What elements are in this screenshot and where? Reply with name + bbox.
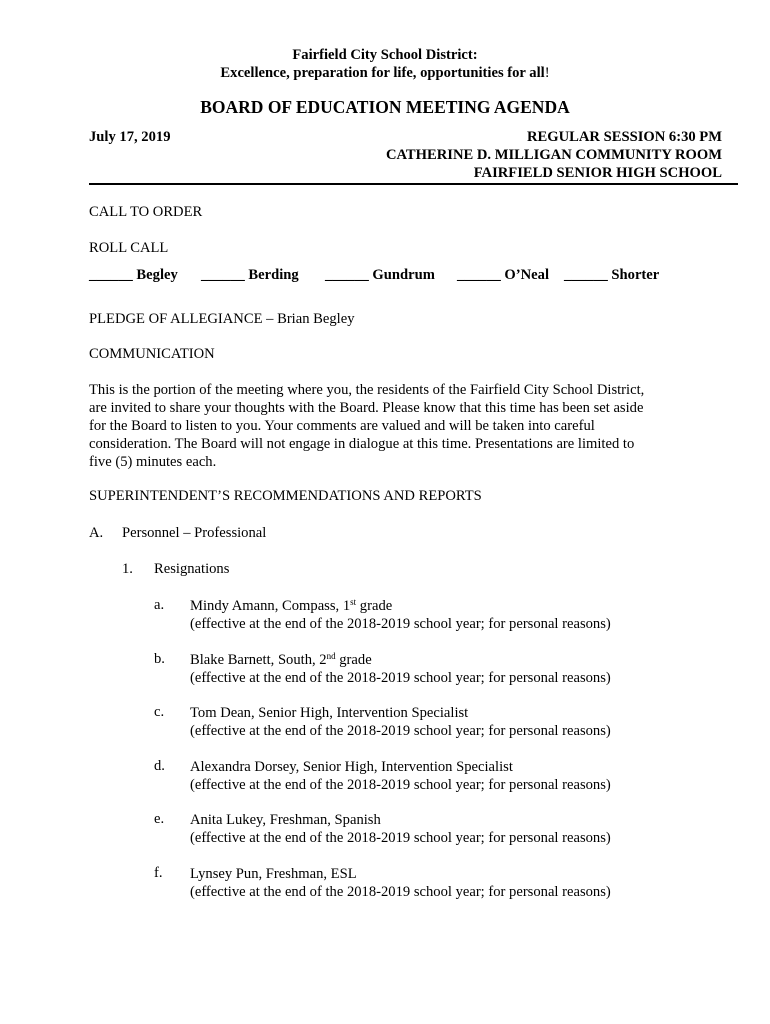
resignation-item <box>190 651 611 687</box>
roll-call-member: ______ Shorter <box>564 267 660 283</box>
item-name-text: Blake Barnett, South, 2 <box>190 652 327 668</box>
resignation-item <box>190 597 611 633</box>
sub-number: 1. <box>122 561 133 577</box>
item-name: Alexandra Dorsey, Senior High, Intervention Specialist <box>190 759 513 775</box>
meeting-date: July 17, 2019 <box>89 129 171 145</box>
item-note: (effective at the end of the 2018-2019 school year; for personal reasons) <box>190 616 611 632</box>
item-suffix: grade <box>356 598 393 614</box>
paragraph-line: five (5) minutes each. <box>89 454 217 470</box>
roll-call-member: ______ Berding <box>201 267 299 283</box>
item-letter: e. <box>154 811 165 827</box>
item-note: (effective at the end of the 2018-2019 school year; for personal reasons) <box>190 723 611 739</box>
item-name: Tom Dean, Senior High, Intervention Specialist <box>190 705 469 721</box>
item-suffix: grade <box>335 652 372 668</box>
communication-paragraph <box>89 381 679 471</box>
item-ordinal: nd <box>326 651 336 661</box>
item-name-text: Mindy Amann, Compass, 1 <box>190 598 351 614</box>
roll-call-member: ______ Begley <box>89 267 178 283</box>
header-divider <box>89 183 738 185</box>
motto-text: Excellence, preparation for life, opportunities for all <box>220 65 545 81</box>
item-note: (effective at the end of the 2018-2019 school year; for personal reasons) <box>190 777 611 793</box>
paragraph-line: are invited to share your thoughts with the Board. Please know that this time has been set aside <box>89 400 644 416</box>
meeting-school: FAIRFIELD SENIOR HIGH SCHOOL <box>473 165 722 181</box>
call-to-order-heading: CALL TO ORDER <box>89 204 203 220</box>
resignation-item <box>190 865 611 901</box>
district-motto <box>0 65 770 82</box>
superintendent-heading: SUPERINTENDENT’S RECOMMENDATIONS AND REPORTS <box>89 488 482 504</box>
roll-call-heading: ROLL CALL <box>89 240 169 256</box>
section-title: Personnel – Professional <box>122 525 267 541</box>
item-letter: b. <box>154 651 165 667</box>
motto-end: ! <box>544 65 550 81</box>
item-note: (effective at the end of the 2018-2019 school year; for personal reasons) <box>190 884 611 900</box>
item-ordinal: st <box>350 597 357 607</box>
item-letter: d. <box>154 758 165 774</box>
resignation-item <box>190 811 611 847</box>
paragraph-line: consideration. The Board will not engage in dialogue at this time. Presentations are limited to <box>89 436 635 452</box>
sub-title: Resignations <box>154 561 230 577</box>
meeting-room: CATHERINE D. MILLIGAN COMMUNITY ROOM <box>385 147 722 163</box>
item-name <box>190 651 611 669</box>
item-name: Anita Lukey, Freshman, Spanish <box>190 812 381 828</box>
communication-heading: COMMUNICATION <box>89 346 215 362</box>
paragraph-line: This is the portion of the meeting where you, the residents of the Fairfield City School District, <box>89 382 645 398</box>
page-title: BOARD OF EDUCATION MEETING AGENDA <box>200 97 570 117</box>
session-info: REGULAR SESSION 6:30 PM <box>526 129 722 145</box>
item-note: (effective at the end of the 2018-2019 school year; for personal reasons) <box>190 670 611 686</box>
item-name: Lynsey Pun, Freshman, ESL <box>190 866 357 882</box>
item-letter: c. <box>154 704 165 720</box>
item-letter: f. <box>154 865 163 881</box>
paragraph-line: for the Board to listen to you. Your comments are valued and will be taken into careful <box>89 418 595 434</box>
section-letter: A. <box>89 525 104 541</box>
roll-call-member: ______ Gundrum <box>325 267 435 283</box>
district-name: Fairfield City School District: <box>292 47 478 63</box>
item-letter: a. <box>154 597 165 613</box>
pledge-heading: PLEDGE OF ALLEGIANCE – Brian Begley <box>89 311 355 327</box>
item-name <box>190 597 611 615</box>
resignation-item <box>190 704 611 740</box>
roll-call-member: ______ O’Neal <box>457 267 550 283</box>
resignation-item <box>190 758 611 794</box>
item-note: (effective at the end of the 2018-2019 school year; for personal reasons) <box>190 830 611 846</box>
